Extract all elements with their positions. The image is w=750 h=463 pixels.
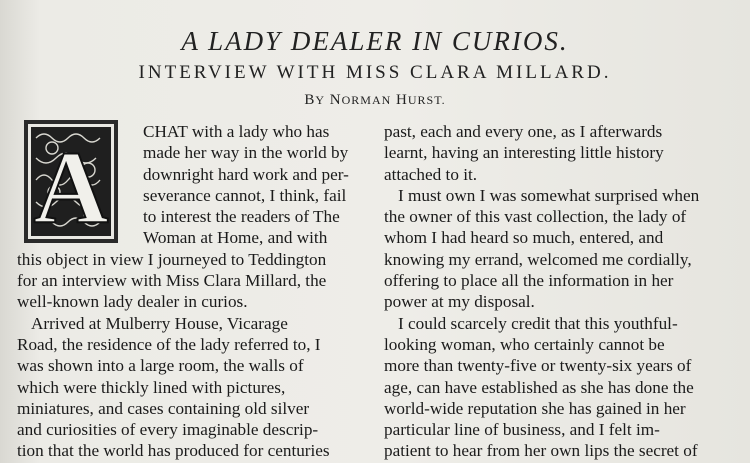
- text-line: patient to hear from her own lips the secret of: [384, 441, 698, 461]
- text-line: knowing my errand, welcomed me cordially,: [384, 249, 692, 269]
- text-line: severance cannot, I think, fail: [143, 185, 347, 205]
- text-line: Woman at Home, and with: [143, 228, 328, 248]
- text-line: to interest the readers of The: [143, 207, 340, 227]
- text-line: well-known lady dealer in curios.: [17, 292, 248, 312]
- text-line: looking woman, who certainly cannot be: [384, 334, 665, 354]
- text-line: made her way in the world by: [143, 143, 349, 163]
- text-line: was shown into a large room, the walls of: [17, 356, 304, 376]
- text-line: more than twenty-five or twenty-six years of: [384, 356, 692, 376]
- text-line: learnt, having an interesting little history: [384, 143, 664, 163]
- text-line: offering to place all the information in her: [384, 271, 674, 291]
- text-line: this object in view I journeyed to Teddington: [17, 249, 327, 269]
- text-line: which were thickly lined with pictures,: [17, 377, 286, 397]
- text-line: and curiosities of every imaginable descrip-: [17, 420, 319, 440]
- text-line: Road, the residence of the lady referred to, I: [17, 334, 321, 354]
- text-line: power at my disposal.: [384, 292, 535, 312]
- text-line: miniatures, and cases containing old silver: [17, 398, 310, 418]
- text-line: age, can have established as she has done the: [384, 377, 694, 397]
- text-line: CHAT with a lady who has: [143, 122, 330, 141]
- article-byline: BY NORMAN HURST.: [304, 92, 446, 108]
- text-line: tion that the world has produced for centuries: [17, 441, 330, 461]
- text-line: world-wide reputation she has gained in her: [384, 398, 686, 418]
- text-line: past, each and every one, as I afterwards: [384, 122, 663, 141]
- text-line: for an interview with Miss Clara Millard, the: [17, 271, 327, 291]
- text-line: Arrived at Mulberry House, Vicarage: [31, 313, 288, 333]
- dropcap-letter: A: [33, 130, 109, 245]
- text-line: I could scarcely credit that this youthful-: [398, 313, 678, 333]
- text-line: downright hard work and per-: [143, 164, 349, 184]
- text-line: whom I had heard so much, entered, and: [384, 228, 664, 248]
- article-title: A LADY DEALER IN CURIOS.: [181, 26, 569, 56]
- text-line: the owner of this vast collection, the lady of: [384, 207, 687, 227]
- right-column: [384, 121, 727, 462]
- left-column: [17, 121, 362, 462]
- text-line: attached to it.: [384, 164, 478, 184]
- article-subtitle: INTERVIEW WITH MISS CLARA MILLARD.: [138, 62, 612, 83]
- text-line: particular line of business, and I felt im-: [384, 420, 660, 440]
- text-line: I must own I was somewhat surprised when: [398, 185, 700, 205]
